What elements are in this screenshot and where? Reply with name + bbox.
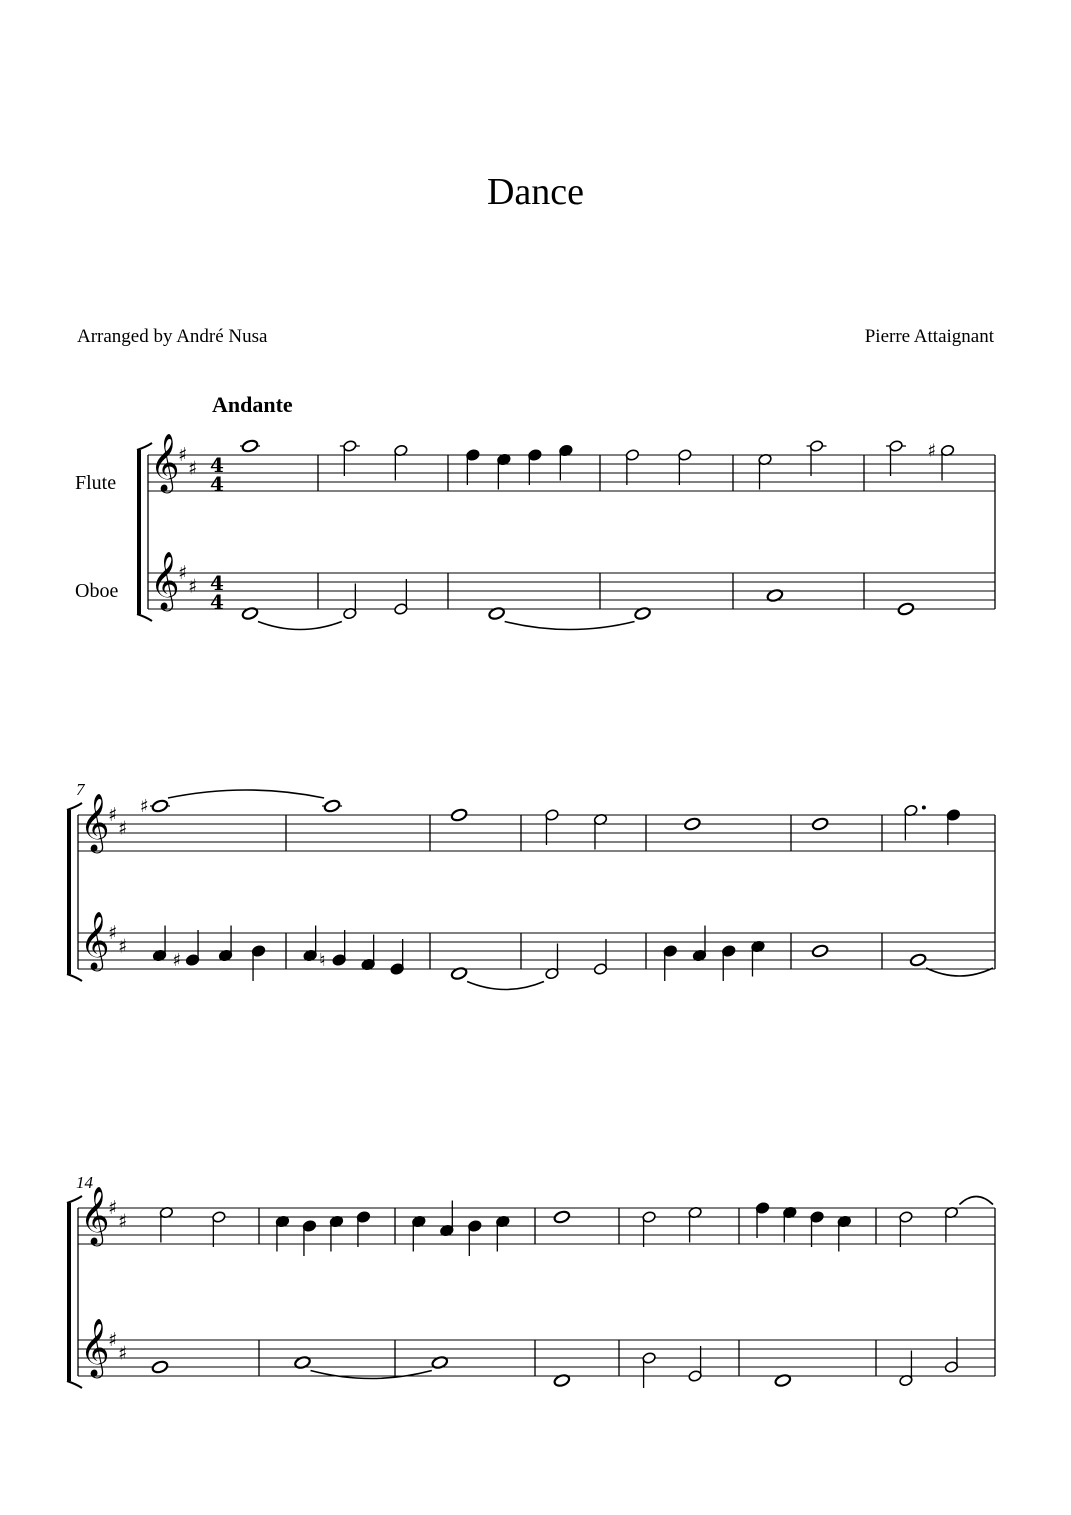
natural-icon: ♮ xyxy=(319,950,326,971)
sharp-icon: ♯ xyxy=(927,440,937,462)
notehead xyxy=(323,799,340,813)
flute-note xyxy=(642,1211,656,1247)
sharp-icon: ♯ xyxy=(188,457,198,480)
oboe-note xyxy=(593,939,607,975)
flute-note xyxy=(678,449,692,485)
key-signature xyxy=(108,1329,127,1365)
instrument-label-oboe: Oboe xyxy=(75,580,119,602)
flute-note xyxy=(329,1215,343,1251)
notehead xyxy=(450,808,467,822)
flute-note xyxy=(356,1211,370,1247)
flute-note xyxy=(497,453,511,489)
oboe-note xyxy=(303,926,317,962)
notehead xyxy=(151,799,168,813)
flute-note xyxy=(553,1210,570,1224)
flute-note xyxy=(450,808,467,822)
sharp-icon: ♯ xyxy=(118,1210,128,1233)
score-title: Dance xyxy=(486,171,585,213)
notehead xyxy=(811,817,828,831)
flute-note xyxy=(528,449,542,485)
notehead xyxy=(553,1210,570,1224)
oboe-staff xyxy=(78,933,995,969)
staff-system xyxy=(67,803,995,981)
tie-arc xyxy=(168,790,324,798)
bracket-hook xyxy=(67,1381,82,1388)
bracket-hook xyxy=(137,614,152,621)
sharp-icon: ♯ xyxy=(108,922,118,944)
flute-note xyxy=(466,449,480,485)
oboe-note xyxy=(688,1346,702,1382)
flute-note xyxy=(928,441,955,481)
oboe-note xyxy=(899,1351,913,1387)
notehead xyxy=(909,953,926,967)
flute-note xyxy=(302,1220,316,1256)
key-signature xyxy=(178,562,197,598)
flute-note xyxy=(275,1215,289,1251)
time-signature-top: 4 xyxy=(210,571,224,595)
flute-note xyxy=(946,809,960,845)
flute-note xyxy=(340,440,360,476)
flute-note xyxy=(412,1215,426,1251)
oboe-note xyxy=(545,944,559,980)
flute-staff xyxy=(148,455,995,491)
treble-clef-icon: 𝄞 xyxy=(80,1318,110,1376)
oboe-note xyxy=(663,945,677,981)
sharp-icon: ♯ xyxy=(108,1197,118,1219)
sharp-icon: ♯ xyxy=(178,562,188,584)
oboe-note xyxy=(909,953,926,967)
tie-arc xyxy=(311,1371,432,1379)
flute-note xyxy=(837,1215,851,1251)
flute-note xyxy=(811,817,828,831)
treble-clef-icon: 𝄞 xyxy=(80,911,110,969)
oboe-note xyxy=(944,1337,958,1373)
oboe-note xyxy=(152,926,166,962)
treble-clef-icon: 𝄞 xyxy=(150,433,180,491)
flute-note xyxy=(468,1220,482,1256)
oboe-note xyxy=(642,1352,656,1388)
flute-note xyxy=(886,440,906,476)
flute-note xyxy=(625,449,639,485)
treble-clef-icon: 𝄞 xyxy=(80,793,110,851)
oboe-note xyxy=(343,584,357,620)
flute-note xyxy=(240,439,260,453)
key-signature xyxy=(178,444,197,480)
sharp-icon: ♯ xyxy=(118,817,128,840)
flute-note xyxy=(755,1202,769,1238)
flute-note xyxy=(944,1206,958,1242)
flute-note xyxy=(688,1206,702,1242)
tempo-marking: Andante xyxy=(212,392,293,417)
oboe-note xyxy=(811,944,828,958)
sharp-icon: ♯ xyxy=(108,1329,118,1351)
oboe-note xyxy=(722,945,736,981)
oboe-note xyxy=(897,602,914,616)
flute-note xyxy=(322,799,342,813)
measure-number: 7 xyxy=(76,780,85,799)
flute-note xyxy=(807,440,827,476)
flute-note xyxy=(783,1206,797,1242)
sharp-icon: ♯ xyxy=(108,804,118,826)
flute-note xyxy=(545,809,559,845)
flute-note xyxy=(394,444,408,480)
flute-note xyxy=(559,444,573,480)
flute-note xyxy=(140,796,170,817)
flute-note xyxy=(593,813,607,849)
tie-arc xyxy=(467,982,544,990)
oboe-note xyxy=(361,935,375,971)
flute-note xyxy=(496,1215,510,1251)
time-signature-bottom: 4 xyxy=(210,590,224,614)
sharp-icon: ♯ xyxy=(118,1342,128,1365)
bracket-hook xyxy=(67,974,82,981)
notehead xyxy=(241,439,258,453)
sharp-icon: ♯ xyxy=(118,935,128,958)
sharp-icon: ♯ xyxy=(172,950,182,971)
flute-note xyxy=(212,1211,226,1247)
sharp-icon: ♯ xyxy=(140,796,149,817)
treble-clef-icon: 𝄞 xyxy=(150,551,180,609)
notehead xyxy=(897,602,914,616)
time-signature-top: 4 xyxy=(210,453,224,477)
flute-note xyxy=(904,804,926,840)
flute-note xyxy=(159,1206,173,1242)
flute-staff xyxy=(78,815,995,851)
tie-arc xyxy=(959,1197,993,1205)
flute-note xyxy=(758,453,772,489)
oboe-note xyxy=(751,940,765,976)
composer-credit: Pierre Attaignant xyxy=(864,326,994,347)
tie-arc xyxy=(505,622,635,630)
key-signature xyxy=(108,1197,127,1233)
notehead xyxy=(811,944,828,958)
staff-system xyxy=(67,1196,995,1388)
flute-note xyxy=(810,1211,824,1247)
time-signature-bottom: 4 xyxy=(210,472,224,496)
oboe-note xyxy=(151,1360,168,1374)
key-signature xyxy=(108,804,127,840)
treble-clef-icon: 𝄞 xyxy=(80,1186,110,1244)
augmentation-dot xyxy=(922,806,926,810)
sharp-icon: ♯ xyxy=(178,444,188,466)
oboe-note xyxy=(692,926,706,962)
instrument-label-flute: Flute xyxy=(75,472,117,494)
flute-note xyxy=(684,817,701,831)
key-signature xyxy=(108,922,127,958)
arranger-credit: Arranged by André Nusa xyxy=(77,326,268,347)
oboe-note xyxy=(394,579,408,615)
staff-system xyxy=(137,440,995,621)
flute-note xyxy=(440,1201,454,1237)
measure-number: 14 xyxy=(76,1173,93,1192)
notehead xyxy=(684,817,701,831)
sharp-icon: ♯ xyxy=(188,575,198,598)
notehead xyxy=(151,1360,168,1374)
oboe-note xyxy=(218,926,232,962)
oboe-staff xyxy=(148,573,995,609)
oboe-staff xyxy=(78,1340,995,1376)
oboe-note xyxy=(390,939,404,975)
tie-arc xyxy=(258,622,342,630)
flute-note xyxy=(899,1211,913,1247)
oboe-note xyxy=(251,945,265,981)
